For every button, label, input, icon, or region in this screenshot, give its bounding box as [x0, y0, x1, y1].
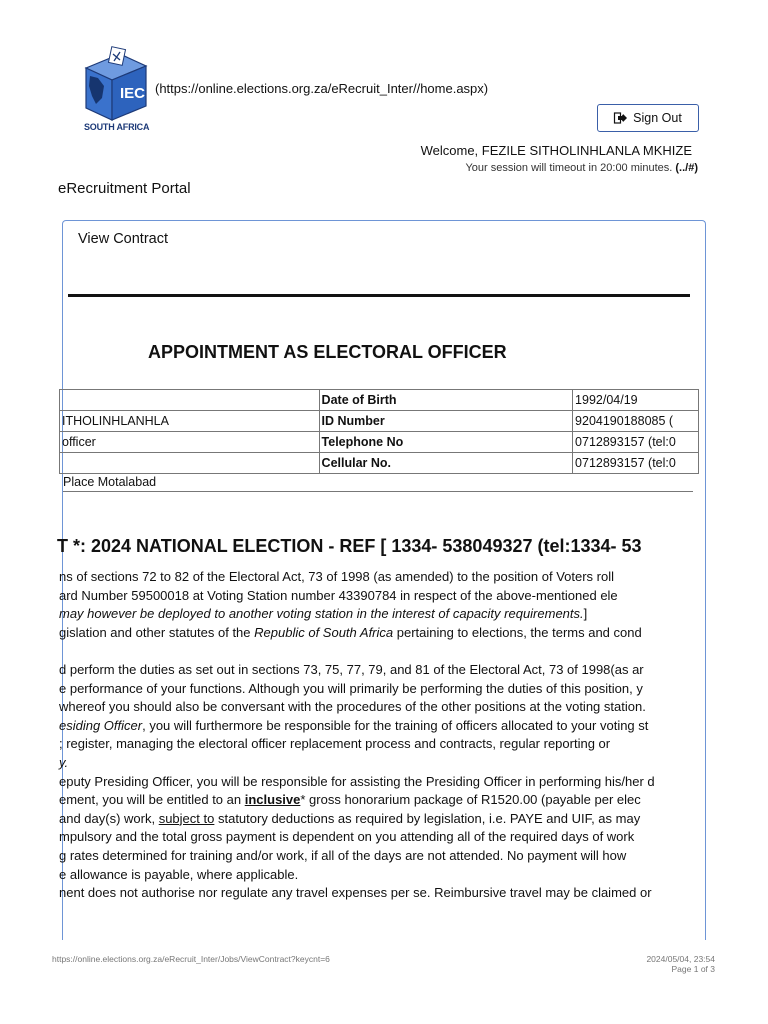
- portal-title: eRecruitment Portal: [58, 180, 191, 197]
- iec-ballot-box-icon: [80, 46, 152, 126]
- table-cell: ITHOLINHLANHLA: [60, 411, 320, 432]
- table-value: 9204190188085 (: [573, 411, 699, 432]
- divider: [63, 491, 693, 492]
- body-italic: may however be deployed to another voting station in the interest of capacity requirements.: [59, 606, 584, 622]
- svg-text:IEC: IEC: [120, 85, 146, 102]
- body-line: e allowance is payable, where applicable.: [59, 866, 299, 882]
- sign-out-icon: [614, 112, 628, 124]
- timeout-text: Your session will timeout in 20:00 minutes.: [465, 162, 673, 174]
- footer-page: Page 1 of 3: [671, 964, 715, 974]
- logo-caption: SOUTH AFRICA: [84, 122, 150, 132]
- body-text: gislation and other statutes of the: [59, 624, 255, 640]
- body-line: [59, 810, 719, 829]
- body-text: ]: [583, 606, 588, 622]
- body-bold-underline: inclusive: [244, 792, 301, 808]
- body-line: [59, 605, 719, 624]
- table-key: Cellular No.: [319, 453, 573, 474]
- body-italic: Republic of South Africa: [254, 624, 394, 640]
- table-cell: [60, 390, 320, 411]
- body-line: [59, 717, 719, 736]
- body-text: , you will furthermore be responsible for the training of officers allocated to your voting st: [142, 717, 649, 733]
- divider: [68, 294, 690, 297]
- body-text: statutory deductions as required by legislation, i.e. PAYE and UIF, as may: [214, 810, 641, 826]
- body-line: g rates determined for training and/or work, if all of the days are not attended. No payment will how: [59, 847, 627, 863]
- table-value[interactable]: 0712893157 (tel:0: [573, 453, 699, 474]
- table-cell: officer: [60, 432, 320, 453]
- table-key: Telephone No: [319, 432, 573, 453]
- footer-date: 2024/05/04, 23:54: [646, 954, 715, 964]
- personal-info-table: [59, 389, 699, 474]
- contract-panel: [57, 220, 706, 940]
- panel-title: View Contract: [78, 231, 168, 247]
- body-line: nent does not authorise nor regulate any travel expenses per se. Reimbursive travel may be claimed or: [59, 885, 652, 901]
- document-title: APPOINTMENT AS ELECTORAL OFFICER: [148, 342, 507, 362]
- footer-url: https://online.elections.org.za/eRecruit_Inter/Jobs/ViewContract?keycnt=6: [52, 954, 330, 964]
- session-timeout: [465, 162, 698, 174]
- table-row: [60, 390, 699, 411]
- contract-body: [59, 568, 719, 903]
- body-italic: y.: [59, 754, 69, 770]
- home-link[interactable]: (https://online.elections.org.za/eRecruit_Inter//home.aspx): [155, 81, 489, 96]
- table-row: [60, 411, 699, 432]
- address: Place Motalabad: [63, 475, 157, 489]
- body-line: whereof you should also be conversant with the procedures of the other positions at the voting station.: [59, 699, 646, 715]
- body-line: ard Number 59500018 at Voting Station number 43390784 in respect of the above-mentioned ele: [59, 587, 618, 603]
- body-line: mpulsory and the total gross payment is dependent on you attending all of the required days of work: [59, 829, 635, 845]
- body-text: pertaining to elections, the terms and cond: [393, 624, 642, 640]
- table-row: [60, 432, 699, 453]
- reference-heading: T *: 2024 NATIONAL ELECTION - REF [ 1334- 538049327 (tel:1334- 53: [57, 536, 642, 556]
- body-underline: subject to: [158, 810, 215, 826]
- table-key: Date of Birth: [319, 390, 573, 411]
- body-italic: esiding Officer: [59, 717, 143, 733]
- body-line: [59, 624, 719, 643]
- table-row: [60, 453, 699, 474]
- sign-out-button[interactable]: [597, 104, 699, 132]
- table-value[interactable]: 0712893157 (tel:0: [573, 432, 699, 453]
- body-line: eputy Presiding Officer, you will be responsible for assisting the Presiding Officer in performing his/her d: [59, 773, 655, 789]
- table-value: 1992/04/19: [573, 390, 699, 411]
- sign-out-label: Sign Out: [633, 111, 682, 125]
- body-line: d perform the duties as set out in sections 73, 75, 77, 79, and 81 of the Electoral Act, 73 of 1998(as ar: [59, 661, 644, 677]
- body-text: * gross honorarium package of R1520.00 (payable per elec: [300, 792, 641, 808]
- body-line: [59, 791, 719, 810]
- timeout-link[interactable]: (../#): [675, 162, 698, 174]
- body-line: ; register, managing the electoral officer replacement process and contracts, regular reporting or: [59, 736, 611, 752]
- body-text: and day(s) work,: [59, 810, 159, 826]
- body-line: e performance of your functions. Although you will primarily be performing the duties of this position, y: [59, 680, 643, 696]
- body-line: ns of sections 72 to 82 of the Electoral Act, 73 of 1998 (as amended) to the position of Voters roll: [59, 569, 615, 584]
- body-line: [59, 754, 719, 773]
- table-cell: [60, 453, 320, 474]
- welcome-text: Welcome, FEZILE SITHOLINHLANLA MKHIZE: [420, 143, 692, 158]
- body-text: ement, you will be entitled to an: [59, 792, 245, 808]
- table-key: ID Number: [319, 411, 573, 432]
- blank-line: [59, 642, 719, 661]
